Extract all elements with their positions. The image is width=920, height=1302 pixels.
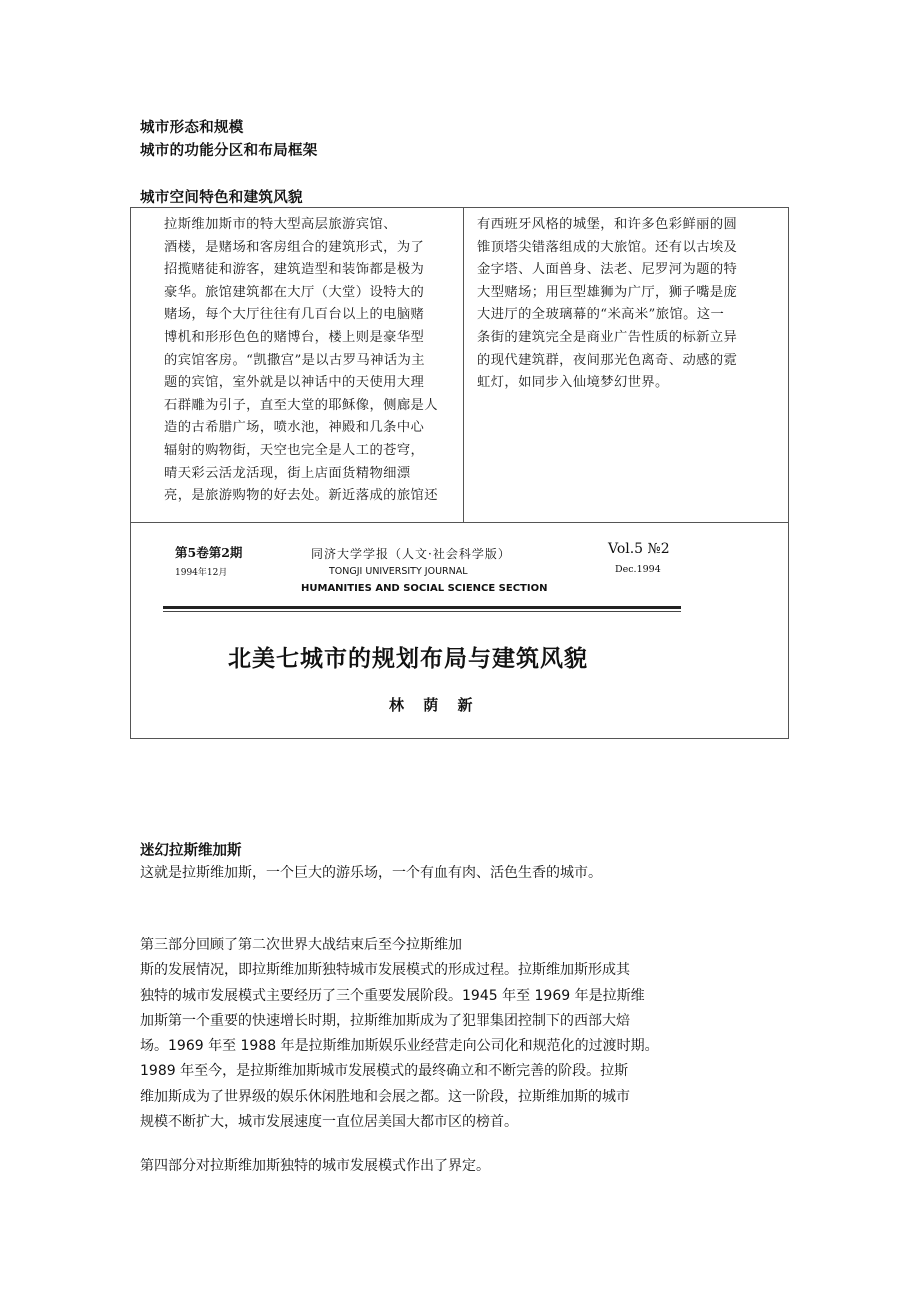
paragraph-line: 1989 年至今，是拉斯维加斯城市发展模式的最终确立和不断完善的阶段。拉斯 bbox=[140, 1063, 629, 1080]
paragraph-line: 斯的发展情况，即拉斯维加斯独特城市发展模式的形成过程。拉斯维加斯形成其 bbox=[140, 962, 630, 979]
journal-volume-cn: 第5卷第2期 bbox=[175, 545, 243, 560]
scan-line: 金字塔、人面兽身、法老、尼罗河为题的特 bbox=[477, 262, 738, 278]
scan-line: 有西班牙风格的城堡，和许多色彩鲜丽的圆 bbox=[477, 217, 738, 232]
scan-right-column bbox=[477, 214, 737, 395]
scan-line: 亮，是旅游购物的好去处。新近落成的旅馆还 bbox=[164, 488, 438, 504]
intro-paragraph: 这就是拉斯维加斯，一个巨大的游乐场，一个有血有肉、活色生香的城市。 bbox=[140, 865, 602, 881]
part-three-paragraph bbox=[140, 933, 659, 1135]
scan-line: 虹灯，如同步入仙境梦幻世界。 bbox=[477, 375, 669, 391]
scan-line: 大型赌场；用巨型雄狮为广厅，狮子嘴是庞 bbox=[477, 284, 738, 300]
scan-line: 招揽赌徒和游客，建筑造型和装饰都是极为 bbox=[164, 262, 425, 278]
journal-volume-en: Vol.5 №2 bbox=[608, 541, 670, 557]
column-divider bbox=[463, 208, 464, 522]
paragraph-line: 场。1969 年至 1988 年是拉斯维加斯娱乐业经营走向公司化和规范化的过渡时期。 bbox=[140, 1038, 659, 1055]
scan-line: 的宾馆客房。“凯撒宫”是以古罗马神话为主 bbox=[164, 352, 425, 368]
heading-spatial-features: 城市空间特色和建筑风貌 bbox=[140, 190, 303, 206]
journal-name-en: TONGJI UNIVERSITY JOURNAL bbox=[329, 566, 468, 577]
journal-date-cn: 1994年12月 bbox=[175, 568, 228, 578]
scan-line: 赌场，每个大厅往往有几百台以上的电脑赌 bbox=[164, 307, 425, 323]
scanned-article-image bbox=[130, 207, 789, 739]
scan-line: 的现代建筑群，夜间那光色离奇、动感的霓 bbox=[477, 352, 738, 368]
scan-line: 题的宾馆，室外就是以神话中的天使用大理 bbox=[164, 375, 425, 391]
journal-name-cn: 同济大学学报（人文·社会科学版） bbox=[311, 547, 511, 561]
scan-line: 辐射的购物街，天空也完全是人工的苍穹， bbox=[164, 442, 425, 458]
scan-line: 造的古希腊广场，喷水池，神殿和几条中心 bbox=[164, 420, 425, 436]
article-title: 北美七城市的规划布局与建筑风貌 bbox=[228, 645, 588, 672]
scan-left-column bbox=[164, 214, 438, 508]
journal-rule-thick bbox=[163, 606, 681, 609]
scan-line: 博机和形形色色的赌博台，楼上则是豪华型 bbox=[164, 329, 425, 345]
scan-line: 锥顶塔尖错落组成的大旅馆。还有以古埃及 bbox=[477, 239, 738, 255]
journal-section-en: HUMANITIES AND SOCIAL SCIENCE SECTION bbox=[301, 583, 548, 594]
paragraph-line: 第三部分回顾了第二次世界大战结束后至今拉斯维加 bbox=[140, 937, 462, 953]
scan-line: 晴天彩云活龙活现，街上店面货精物细漂 bbox=[164, 465, 411, 481]
heading-functional-zoning: 城市的功能分区和布局框架 bbox=[140, 143, 318, 159]
journal-header bbox=[131, 523, 788, 739]
scan-line: 条街的建筑完全是商业广告性质的标新立异 bbox=[477, 329, 738, 345]
scan-text-row bbox=[131, 208, 788, 523]
paragraph-line: 规模不断扩大，城市发展速度一直位居美国大都市区的榜首。 bbox=[140, 1114, 518, 1131]
journal-date-en: Dec.1994 bbox=[615, 564, 661, 575]
heading-urban-form: 城市形态和规模 bbox=[140, 120, 244, 136]
journal-rule-thin bbox=[163, 611, 681, 612]
scan-line: 豪华。旅馆建筑都在大厅（大堂）设特大的 bbox=[164, 284, 425, 300]
part-four-paragraph: 第四部分对拉斯维加斯独特的城市发展模式作出了界定。 bbox=[140, 1158, 490, 1174]
scan-line: 石群雕为引子，直至大堂的耶稣像，侧廊是人 bbox=[164, 397, 438, 413]
article-author: 林 荫 新 bbox=[389, 696, 480, 714]
scan-line: 酒楼，是赌场和客房组合的建筑形式，为了 bbox=[164, 239, 425, 255]
paragraph-line: 加斯第一个重要的快速增长时期，拉斯维加斯成为了犯罪集团控制下的西部大焙 bbox=[140, 1012, 630, 1029]
paragraph-line: 独特的城市发展模式主要经历了三个重要发展阶段。1945 年至 1969 年是拉斯维 bbox=[140, 987, 645, 1004]
scan-line: 大进厅的全玻璃幕的“米高米”旅馆。这一 bbox=[477, 307, 725, 323]
heading-vegas: 迷幻拉斯维加斯 bbox=[140, 843, 242, 859]
paragraph-line: 维加斯成为了世界级的娱乐休闲胜地和会展之都。这一阶段，拉斯维加斯的城市 bbox=[140, 1088, 630, 1105]
scan-line: 拉斯维加斯市的特大型高层旅游宾馆、 bbox=[164, 217, 397, 232]
